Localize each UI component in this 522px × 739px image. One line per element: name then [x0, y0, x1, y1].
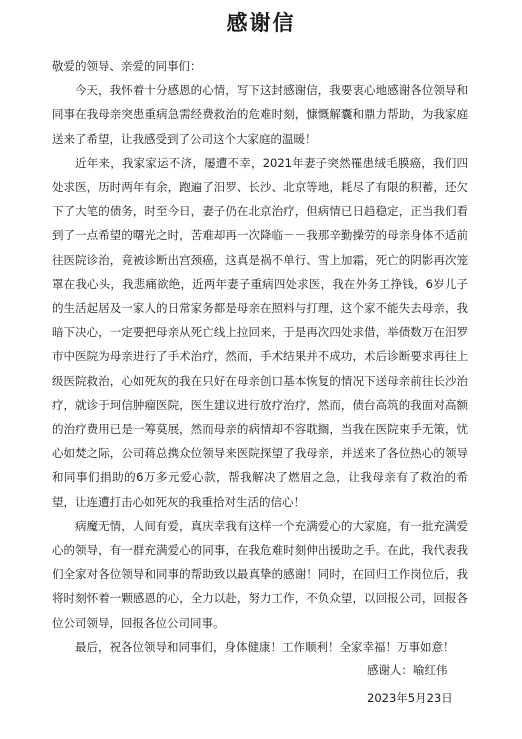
paragraph-closing: 最后，祝各位领导和同事们，身体健康！工作顺利！全家幸福！万事如意！: [75, 639, 455, 654]
letter-salutation: 敬爱的领导、亲爱的同事们：: [52, 59, 202, 73]
paragraph-gratitude: 病魔无情，人间有爱，真庆幸我有这样一个充满爱心的大家庭，有一批充满爱心的领导，有一群充满爱心的同事，在我危难时刻伸出援助之手。在此，我代表我们全家对各位领导和同事的帮助致以最真挚的感谢！同时，在回归工作岗位后，我将时刻怀着一颗感恩的心，全力以赴，努力工作，不负众望，以回报公司，回报各位公司领导，回报各位公司同事。: [52, 518, 468, 630]
signature-author: 感谢人：喻红伟: [367, 663, 448, 677]
letter-title: 感谢信: [226, 11, 296, 35]
paragraph-opening: 今天，我怀着十分感恩的心情，写下这封感谢信，我要衷心地感谢各位领导和同事在我母亲突患重病急需经费救治的危难时刻，慷慨解囊和鼎力帮助，为我家庭送来了希望，让我感受到了公司这个大家庭的温暖！: [52, 83, 468, 146]
letter-signature: [367, 656, 507, 712]
letter-body: [52, 54, 468, 659]
paragraph-story: 近年来，我家家运不济，屡遭不幸，2021年妻子突然罹患绒毛膜癌，我们四处求医，历时两年有余，跑遍了汨罗、长沙、北京等地，耗尽了有限的积蓄，还欠下了大笔的债务，时至今日，妻子仍在北京治疗，但病情已日趋稳定，正当我们看到了一点希望的曙光之时，苦难却再一次降临－－我那辛勤操劳的母亲身体不适前往医院诊治，竟被诊断出宫颈癌，这真是祸不单行、雪上加霜，死亡的阴影再次笼罩在我心头，我悲痛欲绝，近两年妻子重病四处求医，我在外务工挣钱，6岁儿子的生活起居及一家人的日常家务都是母亲在照料与打理，这个家不能失去母亲，我暗下决心，一定要把母亲从死亡线上拉回来，于是再次四处求借，举债数万在汨罗市中医院为母亲进行了手术治疗，然而，手术结果并不成功，术后诊断要求再往上级医院救治，心如死灰的我在只好在母亲创口基本恢复的情况下送母亲前往长沙治疗，就诊于珂信肿瘤医院，医生建议进行放疗治疗，然而，债台高筑的我面对高额的治疗费用已是一筹莫展，然而母亲的病情却不容耽搁，当我在医院束手无策，忧心如焚之际，公司蒋总携众位领导来医院探望了我母亲，并送来了各位热心的领导和同事们捐助的6万多元爱心款，帮我解决了燃眉之急，让我母亲有了救治的希望，让连遭打击心如死灰的我重拾对生活的信心！: [52, 155, 468, 509]
signature-date: 2023年5月23日: [367, 691, 453, 705]
